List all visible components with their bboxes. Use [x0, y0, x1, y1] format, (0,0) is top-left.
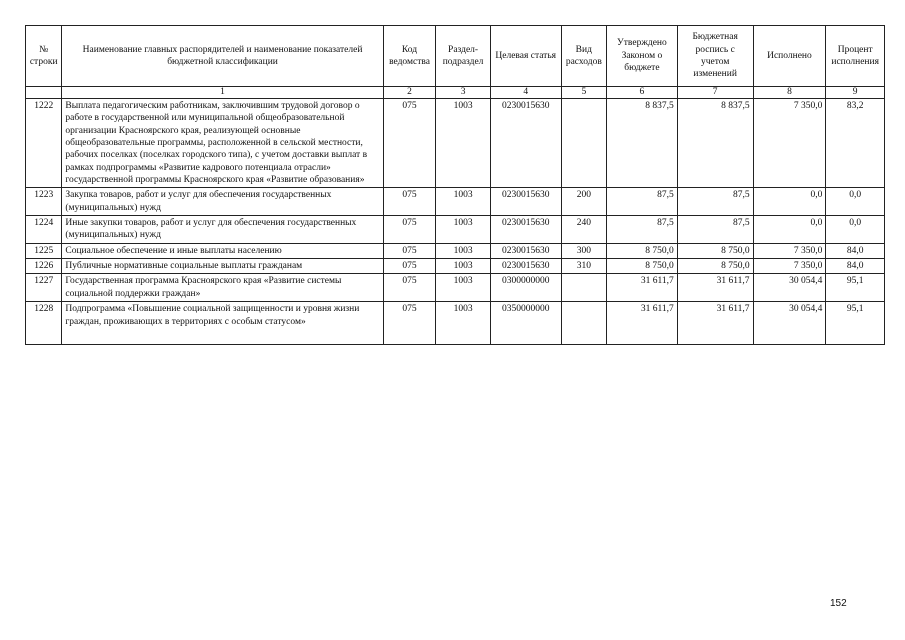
- section-code: 1003: [436, 188, 491, 216]
- column-number-cell: 5: [561, 87, 606, 99]
- department-code: 075: [383, 274, 436, 302]
- target-article: 0300000000: [490, 274, 561, 302]
- section-code: 1003: [436, 99, 491, 188]
- execution-percent: 0,0: [826, 216, 885, 244]
- budget-amount: 87,5: [677, 216, 753, 244]
- executed-amount: 0,0: [753, 216, 826, 244]
- column-number-cell: 6: [607, 87, 678, 99]
- executed-amount: 30 054,4: [753, 274, 826, 302]
- line-number: 1226: [26, 259, 62, 274]
- column-header-percent: Процент исполнения: [826, 26, 885, 87]
- column-header-budget-schedule: Бюджетная роспись с учетом изменений: [677, 26, 753, 87]
- target-article: 0230015630: [490, 188, 561, 216]
- column-number-cell: [26, 87, 62, 99]
- approved-amount: 87,5: [607, 188, 678, 216]
- target-article: 0350000000: [490, 302, 561, 345]
- line-number: 1227: [26, 274, 62, 302]
- department-code: 075: [383, 259, 436, 274]
- column-number-cell: 9: [826, 87, 885, 99]
- line-number: 1222: [26, 99, 62, 188]
- line-number: 1225: [26, 243, 62, 258]
- column-number-cell: 7: [677, 87, 753, 99]
- executed-amount: 0,0: [753, 188, 826, 216]
- column-number-cell: 8: [753, 87, 826, 99]
- column-number-row: [26, 87, 885, 99]
- column-header-department-code: Код ведомства: [383, 26, 436, 87]
- column-header-approved: Утверждено Законом о бюджете: [607, 26, 678, 87]
- item-name: Выплата педагогическим работникам, заключившим трудовой договор о работе в государственной или муниципальной общеобразовательной организации Красноярского края, реализующей основные общеобразовательные программы, расположенной в сельской местности, рабочих поселках (поселках городского типа), с учетом доставки выплат в рамках подпрограммы «Развитие кадрового потенциала отрасли» государственной программы Красноярского края «Развитие образования»: [62, 99, 383, 188]
- budget-amount: 31 611,7: [677, 302, 753, 345]
- expense-type: 240: [561, 216, 606, 244]
- column-number-cell: 1: [62, 87, 383, 99]
- department-code: 075: [383, 188, 436, 216]
- budget-execution-table: [25, 25, 885, 345]
- line-number: 1224: [26, 216, 62, 244]
- column-header-target-article: Целевая статья: [490, 26, 561, 87]
- section-code: 1003: [436, 302, 491, 345]
- executed-amount: 7 350,0: [753, 243, 826, 258]
- execution-percent: 0,0: [826, 188, 885, 216]
- section-code: 1003: [436, 274, 491, 302]
- budget-amount: 87,5: [677, 188, 753, 216]
- item-name: Социальное обеспечение и иные выплаты населению: [62, 243, 383, 258]
- expense-type: 310: [561, 259, 606, 274]
- executed-amount: 30 054,4: [753, 302, 826, 345]
- approved-amount: 87,5: [607, 216, 678, 244]
- target-article: 0230015630: [490, 216, 561, 244]
- table-row: [26, 188, 885, 216]
- executed-amount: 7 350,0: [753, 99, 826, 188]
- table-header-row: [26, 26, 885, 87]
- execution-percent: 95,1: [826, 302, 885, 345]
- column-header-expense-type: Вид расходов: [561, 26, 606, 87]
- table-row: [26, 302, 885, 345]
- expense-type: 300: [561, 243, 606, 258]
- approved-amount: 31 611,7: [607, 274, 678, 302]
- target-article: 0230015630: [490, 259, 561, 274]
- department-code: 075: [383, 216, 436, 244]
- item-name: Подпрограмма «Повышение социальной защищенности и уровня жизни граждан, проживающих в территориях с особым статусом»: [62, 302, 383, 345]
- line-number: 1228: [26, 302, 62, 345]
- approved-amount: 8 837,5: [607, 99, 678, 188]
- table-row: [26, 99, 885, 188]
- target-article: 0230015630: [490, 243, 561, 258]
- table-row: [26, 216, 885, 244]
- approved-amount: 31 611,7: [607, 302, 678, 345]
- approved-amount: 8 750,0: [607, 259, 678, 274]
- table-row: [26, 259, 885, 274]
- table-row: [26, 274, 885, 302]
- column-number-cell: 4: [490, 87, 561, 99]
- column-number-cell: 3: [436, 87, 491, 99]
- expense-type: 200: [561, 188, 606, 216]
- section-code: 1003: [436, 243, 491, 258]
- table-row: [26, 243, 885, 258]
- column-number-cell: 2: [383, 87, 436, 99]
- department-code: 075: [383, 302, 436, 345]
- expense-type: [561, 99, 606, 188]
- line-number: 1223: [26, 188, 62, 216]
- budget-amount: 8 837,5: [677, 99, 753, 188]
- execution-percent: 84,0: [826, 243, 885, 258]
- budget-amount: 8 750,0: [677, 259, 753, 274]
- executed-amount: 7 350,0: [753, 259, 826, 274]
- target-article: 0230015630: [490, 99, 561, 188]
- page-number: 152: [830, 598, 847, 609]
- execution-percent: 95,1: [826, 274, 885, 302]
- expense-type: [561, 302, 606, 345]
- column-header-line-number: № строки: [26, 26, 62, 87]
- execution-percent: 84,0: [826, 259, 885, 274]
- department-code: 075: [383, 243, 436, 258]
- item-name: Государственная программа Красноярского края «Развитие системы социальной поддержки граждан»: [62, 274, 383, 302]
- budget-amount: 31 611,7: [677, 274, 753, 302]
- item-name: Иные закупки товаров, работ и услуг для обеспечения государственных (муниципальных) нужд: [62, 216, 383, 244]
- budget-amount: 8 750,0: [677, 243, 753, 258]
- column-header-section: Раздел-подраздел: [436, 26, 491, 87]
- department-code: 075: [383, 99, 436, 188]
- expense-type: [561, 274, 606, 302]
- section-code: 1003: [436, 216, 491, 244]
- approved-amount: 8 750,0: [607, 243, 678, 258]
- column-header-executed: Исполнено: [753, 26, 826, 87]
- item-name: Закупка товаров, работ и услуг для обеспечения государственных (муниципальных) нужд: [62, 188, 383, 216]
- section-code: 1003: [436, 259, 491, 274]
- column-header-name: Наименование главных распорядителей и наименование показателей бюджетной классификации: [62, 26, 383, 87]
- item-name: Публичные нормативные социальные выплаты гражданам: [62, 259, 383, 274]
- execution-percent: 83,2: [826, 99, 885, 188]
